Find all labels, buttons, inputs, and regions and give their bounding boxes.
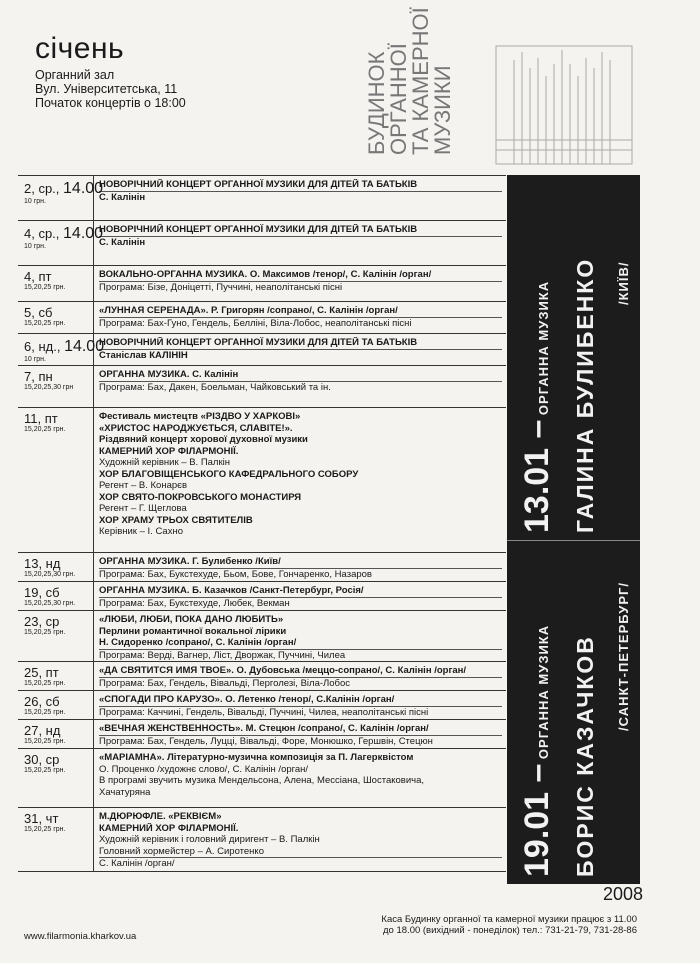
event-price: 15,20,25 грн.	[24, 826, 66, 833]
event-line: ОРГАННА МУЗИКА. Г. Булибенко /Київ/	[99, 556, 281, 567]
event-line: «ДА СВЯТИТСЯ ИМЯ ТВОЕ». О. Дубовська /меццо-сопрано/, С. Калінін /орган/	[99, 665, 467, 676]
event-price: 15,20,25 грн.	[24, 320, 66, 327]
event-line: Хачатуряна	[99, 786, 151, 798]
event-line: Керівник – І. Сахно	[99, 526, 183, 537]
venue-info	[35, 68, 186, 110]
event-price: 15,20,25 грн.	[24, 284, 66, 291]
box-office-line: Каса Будинку органної та камерної музики працює з 11.00	[381, 914, 637, 925]
year: 2008	[603, 884, 644, 904]
event-time: 14.00	[63, 225, 104, 242]
website-link[interactable]: www.filarmonia.kharkov.ua	[24, 931, 137, 942]
event-description	[94, 266, 506, 293]
concert-schedule	[18, 175, 506, 872]
event-line: ВОКАЛЬНО-ОРГАННА МУЗИКА. О. Максимов /тенор/, С. Калінін /орган/	[99, 269, 432, 280]
event-line: В програмі звучить музика Мендельсона, Алена, Мессіана, Шостаковича,	[99, 775, 424, 786]
event-line: М.ДЮРЮФЛЕ. «РЕКВІЄМ»	[99, 811, 222, 822]
event-row	[18, 720, 506, 749]
event-row	[18, 691, 506, 720]
feature-panel-kazachkov	[507, 540, 640, 884]
brand-logo-text	[364, 7, 478, 155]
event-line: Станіслав КАЛІНІН	[99, 349, 502, 362]
box-office-info	[367, 914, 637, 936]
event-description	[94, 553, 506, 580]
event-line: Головний хормейстер – А. Сиротенко	[99, 845, 264, 857]
event-line: Програма: Каччині, Гендель, Вівальді, Пуччині, Чилеа, неаполітанські пісні	[99, 706, 502, 719]
event-time: 14.00	[63, 180, 104, 197]
organ-pipes-icon	[494, 40, 634, 168]
event-date: 4, пт	[24, 269, 52, 284]
event-date-cell	[18, 808, 94, 871]
event-row	[18, 553, 506, 582]
event-line: НОВОРІЧНИЙ КОНЦЕРТ ОРГАННОЇ МУЗИКИ ДЛЯ ДІТЕЙ ТА БАТЬКІВ	[99, 224, 418, 235]
event-price: 10 грн.	[24, 356, 46, 363]
event-description	[94, 691, 506, 718]
event-line: Фестиваль мистецтв «РІЗДВО У ХАРКОВІ»	[99, 411, 301, 422]
event-row	[18, 808, 506, 872]
feature-genre: ОРГАННА МУЗИКА	[536, 280, 551, 416]
event-row	[18, 662, 506, 691]
event-date-cell	[18, 749, 94, 807]
event-date: 26, сб	[24, 694, 60, 709]
feature-performer: БОРИС КАЗАЧКОВ	[572, 635, 598, 877]
event-date-cell	[18, 176, 104, 220]
event-line: ХОР БЛАГОВІЩЕНСЬКОГО КАФЕДРАЛЬНОГО СОБОРУ	[99, 468, 359, 480]
event-price: 10 грн.	[24, 243, 46, 250]
feature-panel-bulibenko	[507, 175, 640, 540]
event-line: «СПОГАДИ ПРО КАРУЗО». О. Летенко /тенор/, С.Калінін /орган/	[99, 694, 395, 705]
event-row	[18, 611, 506, 662]
event-line: «МАРІАМНА». Літературно-музична композиція за П. Лагерквістом	[99, 752, 414, 763]
event-time: 14.00	[64, 338, 105, 355]
event-date: 5, сб	[24, 305, 53, 320]
event-price: 15,20,25 грн.	[24, 738, 66, 745]
event-description	[94, 808, 506, 870]
event-date-cell	[18, 366, 94, 407]
event-line: О. Проценко /художнє слово/, С. Калінін /орган/	[99, 763, 309, 775]
event-line: Програма: Бах, Букстехуде, Любек, Векман	[99, 597, 502, 610]
event-description	[94, 366, 506, 393]
event-row	[18, 749, 506, 808]
event-price: 15,20,25 грн.	[24, 680, 66, 687]
brand-line: МУЗИКИ	[430, 65, 455, 155]
event-line: «ЛУННАЯ СЕРЕНАДА». Р. Григорян /сопрано/, С. Калінін /орган/	[99, 305, 398, 316]
event-date: 7, пн	[24, 369, 53, 384]
event-line: ОРГАННА МУЗИКА. С. Калінін	[99, 369, 239, 380]
event-line: Художній керівник і головний диригент – В. Палкін	[99, 834, 320, 845]
event-date-cell	[18, 266, 94, 301]
feature-date: 19.01 – ОРГАННА МУЗИКА	[518, 624, 556, 877]
event-description	[94, 302, 506, 329]
venue-line: Вул. Університетська, 11	[35, 82, 178, 96]
event-line: Програма: Бах, Гендель, Вівальді, Перголезі, Віла-Лобос	[99, 677, 502, 690]
event-date-cell	[18, 720, 94, 748]
feature-city: /КИЇВ/	[616, 261, 631, 305]
month-title: січень	[35, 32, 125, 65]
event-line: КАМЕРНИЙ ХОР ФІЛАРМОНІЇ.	[99, 445, 239, 457]
event-date-cell	[18, 582, 94, 610]
event-line: С. Калінін	[99, 236, 502, 249]
event-date: 19, сб	[24, 585, 60, 600]
brand-line: ТА КАМЕРНОЇ	[408, 7, 433, 155]
feature-date: 13.01 – ОРГАННА МУЗИКА	[518, 280, 556, 533]
event-description	[94, 221, 506, 248]
feature-genre: ОРГАННА МУЗИКА	[536, 624, 551, 760]
event-line: ХОР ХРАМУ ТРЬОХ СВЯТИТЕЛІВ	[99, 514, 253, 526]
event-description	[94, 662, 506, 689]
event-price: 15,20,25,30 грн.	[24, 571, 76, 578]
brand-line: ОРГАННОЇ	[386, 43, 411, 155]
event-line: «ЛЮБИ, ЛЮБИ, ПОКА ДАНО ЛЮБИТЬ»	[99, 614, 284, 625]
event-date-cell	[18, 691, 94, 719]
event-date-cell	[18, 553, 94, 581]
event-description	[94, 611, 506, 661]
event-description	[94, 176, 506, 203]
event-price: 15,20,25,30 грн.	[24, 600, 76, 607]
feature-performer: ГАЛИНА БУЛИБЕНКО	[572, 257, 598, 533]
event-line: Програма: Бах, Букстехуде, Бьом, Бове, Гончаренко, Назаров	[99, 568, 502, 581]
event-date: 27, нд	[24, 723, 61, 738]
event-row	[18, 302, 506, 334]
event-row	[18, 582, 506, 611]
event-date: 23, ср	[24, 614, 60, 629]
event-row	[18, 366, 506, 408]
event-date: 25, пт	[24, 665, 59, 680]
event-line: С. Калінін /орган/	[99, 857, 502, 870]
event-date: 11, пт	[24, 411, 58, 426]
event-row	[18, 408, 506, 553]
event-description	[94, 582, 506, 609]
event-line: «ХРИСТОС НАРОДЖУЄТЬСЯ, СЛАВІТЕ!».	[99, 422, 293, 434]
event-description	[94, 720, 506, 747]
event-line: Регент – В. Конарєв	[99, 480, 188, 491]
event-date: 31, чт	[24, 811, 59, 826]
event-price: 15,20,25 грн.	[24, 629, 66, 636]
event-date-cell	[18, 662, 94, 690]
event-row	[18, 266, 506, 302]
event-line: Програма: Бах-Гуно, Гендель, Белліні, Віла-Лобос, неаполітанські пісні	[99, 317, 502, 330]
event-line: Програма: Бізе, Доніцетті, Пуччині, неаполітанські пісні	[99, 281, 502, 294]
venue-line: Початок концертів о 18:00	[35, 96, 186, 110]
event-row	[18, 176, 506, 221]
event-line: ХОР СВЯТО-ПОКРОВСЬКОГО МОНАСТИРЯ	[99, 491, 302, 503]
event-date: 6, нд.,	[24, 339, 65, 354]
event-line: Регент – Г. Щеглова	[99, 503, 187, 514]
event-row	[18, 334, 506, 366]
event-date: 30, ср	[24, 752, 60, 767]
event-line: НОВОРІЧНИЙ КОНЦЕРТ ОРГАННОЇ МУЗИКИ ДЛЯ ДІТЕЙ ТА БАТЬКІВ	[99, 337, 418, 348]
event-line: НОВОРІЧНИЙ КОНЦЕРТ ОРГАННОЇ МУЗИКИ ДЛЯ ДІТЕЙ ТА БАТЬКІВ	[99, 179, 418, 190]
event-description	[94, 749, 506, 798]
event-line: «ВЕЧНАЯ ЖЕНСТВЕННОСТЬ». М. Стецюн /сопрано/, С. Калінін /орган/	[99, 723, 429, 734]
event-line: Різдвяний концерт хорової духовної музики	[99, 434, 308, 445]
feature-city: /САНКТ-ПЕТЕРБУРГ/	[616, 581, 631, 731]
event-description	[94, 334, 506, 361]
event-line: Програма: Бах, Дакен, Боельман, Чайковський та ін.	[99, 381, 502, 394]
event-line: Художній керівник – В. Палкін	[99, 457, 230, 468]
event-line: КАМЕРНИЙ ХОР ФІЛАРМОНІЇ.	[99, 822, 239, 834]
event-date: 13, нд	[24, 556, 61, 571]
event-line: Програма: Верді, Вагнер, Ліст, Дворжак, Пуччині, Чилеа	[99, 649, 502, 662]
event-date-cell	[18, 221, 104, 265]
box-office-line: до 18.00 (вихідний - понеділок) тел.: 731-21-79, 731-28-86	[383, 925, 637, 936]
venue-line: Органний зал	[35, 68, 115, 82]
event-line: Н. Сидоренко /сопрано/, С. Калінін /орган/	[99, 637, 297, 648]
event-line: Перлини романтичної вокальної лірики	[99, 625, 287, 637]
event-date-cell	[18, 334, 105, 365]
event-date: 2, ср.,	[24, 181, 64, 196]
brand-line: БУДИНОК	[364, 51, 389, 155]
event-description	[94, 408, 506, 538]
event-date-cell	[18, 408, 94, 552]
event-price: 15,20,25 грн.	[24, 709, 66, 716]
event-price: 15,20,25 грн.	[24, 426, 66, 433]
event-line: Програма: Бах, Гендель, Луцці, Вівальді, Форе, Монюшко, Гершвін, Стецюн	[99, 735, 502, 748]
event-date-cell	[18, 611, 94, 661]
event-row	[18, 221, 506, 266]
event-price: 15,20,25,30 грн	[24, 384, 74, 391]
event-date-cell	[18, 302, 94, 333]
event-price: 10 грн.	[24, 198, 46, 205]
event-price: 15,20,25 грн.	[24, 767, 66, 774]
event-date: 4, ср.,	[24, 226, 64, 241]
event-line: С. Калінін	[99, 191, 502, 204]
event-line: ОРГАННА МУЗИКА. Б. Казачков /Санкт-Петербург, Росія/	[99, 585, 364, 596]
